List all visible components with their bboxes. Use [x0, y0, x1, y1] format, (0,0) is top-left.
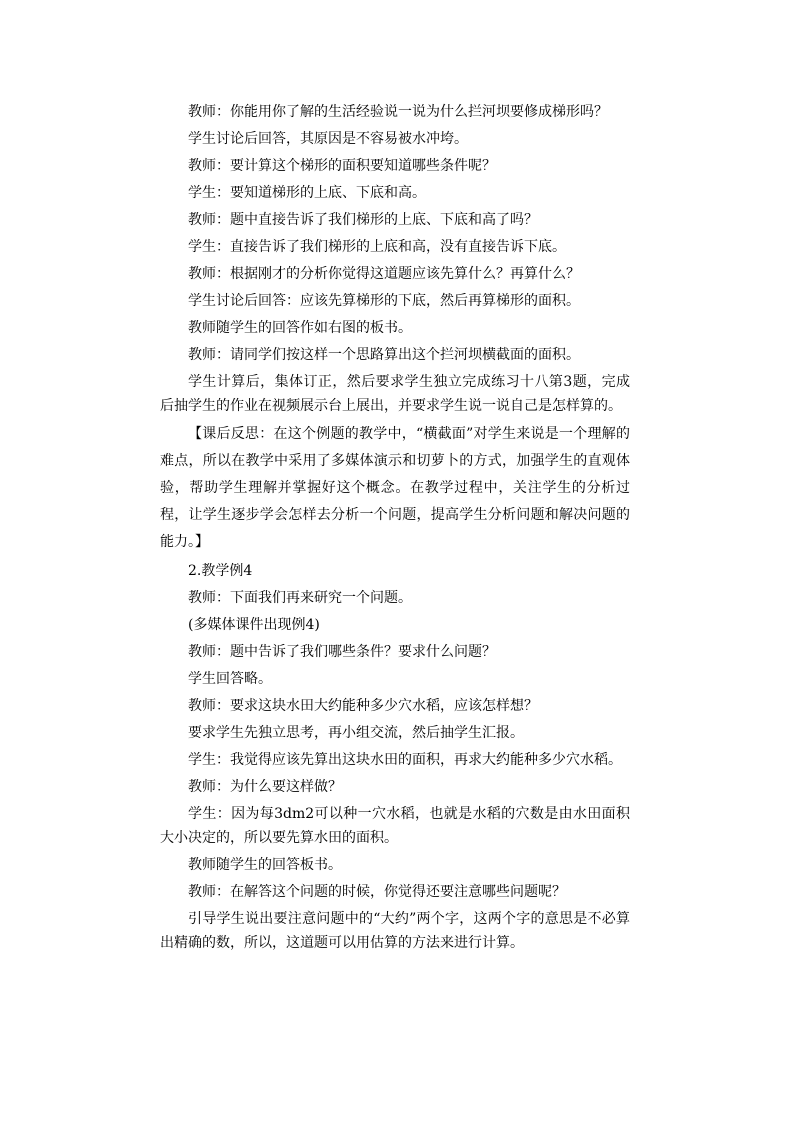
paragraph: 教师：题中直接告诉了我们梯形的上底、下底和高了吗？: [188, 212, 538, 228]
paragraph: 学生回答略。: [188, 671, 272, 687]
paragraph: 学生计算后，集体订正，然后要求学生独立完成练习十八第3题，完成后抽学生的作业在视频展示台上展出，并要求学生说一说自己是怎样算的。: [160, 374, 630, 414]
paragraph: 教师随学生的回答板书。: [188, 857, 342, 873]
paragraph: (多媒体课件出现例4): [188, 617, 320, 633]
paragraph: 教师随学生的回答作如右图的板书。: [188, 320, 412, 336]
paragraph: 学生：因为每3dm2可以种一穴水稻，也就是水稻的穴数是由水田面积大小决定的，所以要先算水田的面积。: [160, 806, 630, 846]
paragraph: 学生：我觉得应该先算出这块水田的面积，再求大约能种多少穴水稻。: [188, 752, 622, 768]
section-heading: 2.教学例4: [188, 563, 253, 579]
paragraph: 教师：题中告诉了我们哪些条件？要求什么问题？: [188, 644, 496, 660]
paragraph: 学生：直接告诉了我们梯形的上底和高，没有直接告诉下底。: [188, 239, 566, 255]
reflection-paragraph: 【课后反思：在这个例题的教学中，“横截面”对学生来说是一个理解的难点，所以在教学中采用了多媒体演示和切萝卜的方式，加强学生的直观体验，帮助学生理解并掌握好这个概念。在教学过程中，关注学生的分析过程，让学生逐步学会怎样去分析一个问题，提高学生分析问题和解决问题的能力。】: [160, 426, 630, 550]
paragraph: 学生：要知道梯形的上底、下底和高。: [188, 185, 426, 201]
paragraph: 引导学生说出要注意问题中的“大约”两个字，这两个字的意思是不必算出精确的数，所以，这道题可以用估算的方法来进行计算。: [160, 911, 630, 951]
document-body: [160, 100, 630, 958]
paragraph: 要求学生先独立思考，再小组交流，然后抽学生汇报。: [188, 725, 524, 741]
paragraph: 教师：为什么要这样做？: [188, 779, 342, 795]
paragraph: 学生讨论后回答，其原因是不容易被水冲垮。: [188, 131, 468, 147]
paragraph: 教师：在解答这个问题的时候，你觉得还要注意哪些问题呢？: [188, 884, 566, 900]
paragraph: 教师：要计算这个梯形的面积要知道哪些条件呢？: [188, 158, 496, 174]
paragraph: 教师：要求这块水田大约能种多少穴水稻，应该怎样想？: [188, 698, 538, 714]
paragraph: 教师：请同学们按这样一个思路算出这个拦河坝横截面的面积。: [188, 347, 580, 363]
paragraph: 教师：你能用你了解的生活经验说一说为什么拦河坝要修成梯形吗？: [188, 104, 608, 120]
paragraph: 教师：下面我们再来研究一个问题。: [188, 590, 412, 606]
paragraph: 教师：根据刚才的分析你觉得这道题应该先算什么？再算什么？: [188, 266, 580, 282]
paragraph: 学生讨论后回答：应该先算梯形的下底，然后再算梯形的面积。: [188, 293, 580, 309]
